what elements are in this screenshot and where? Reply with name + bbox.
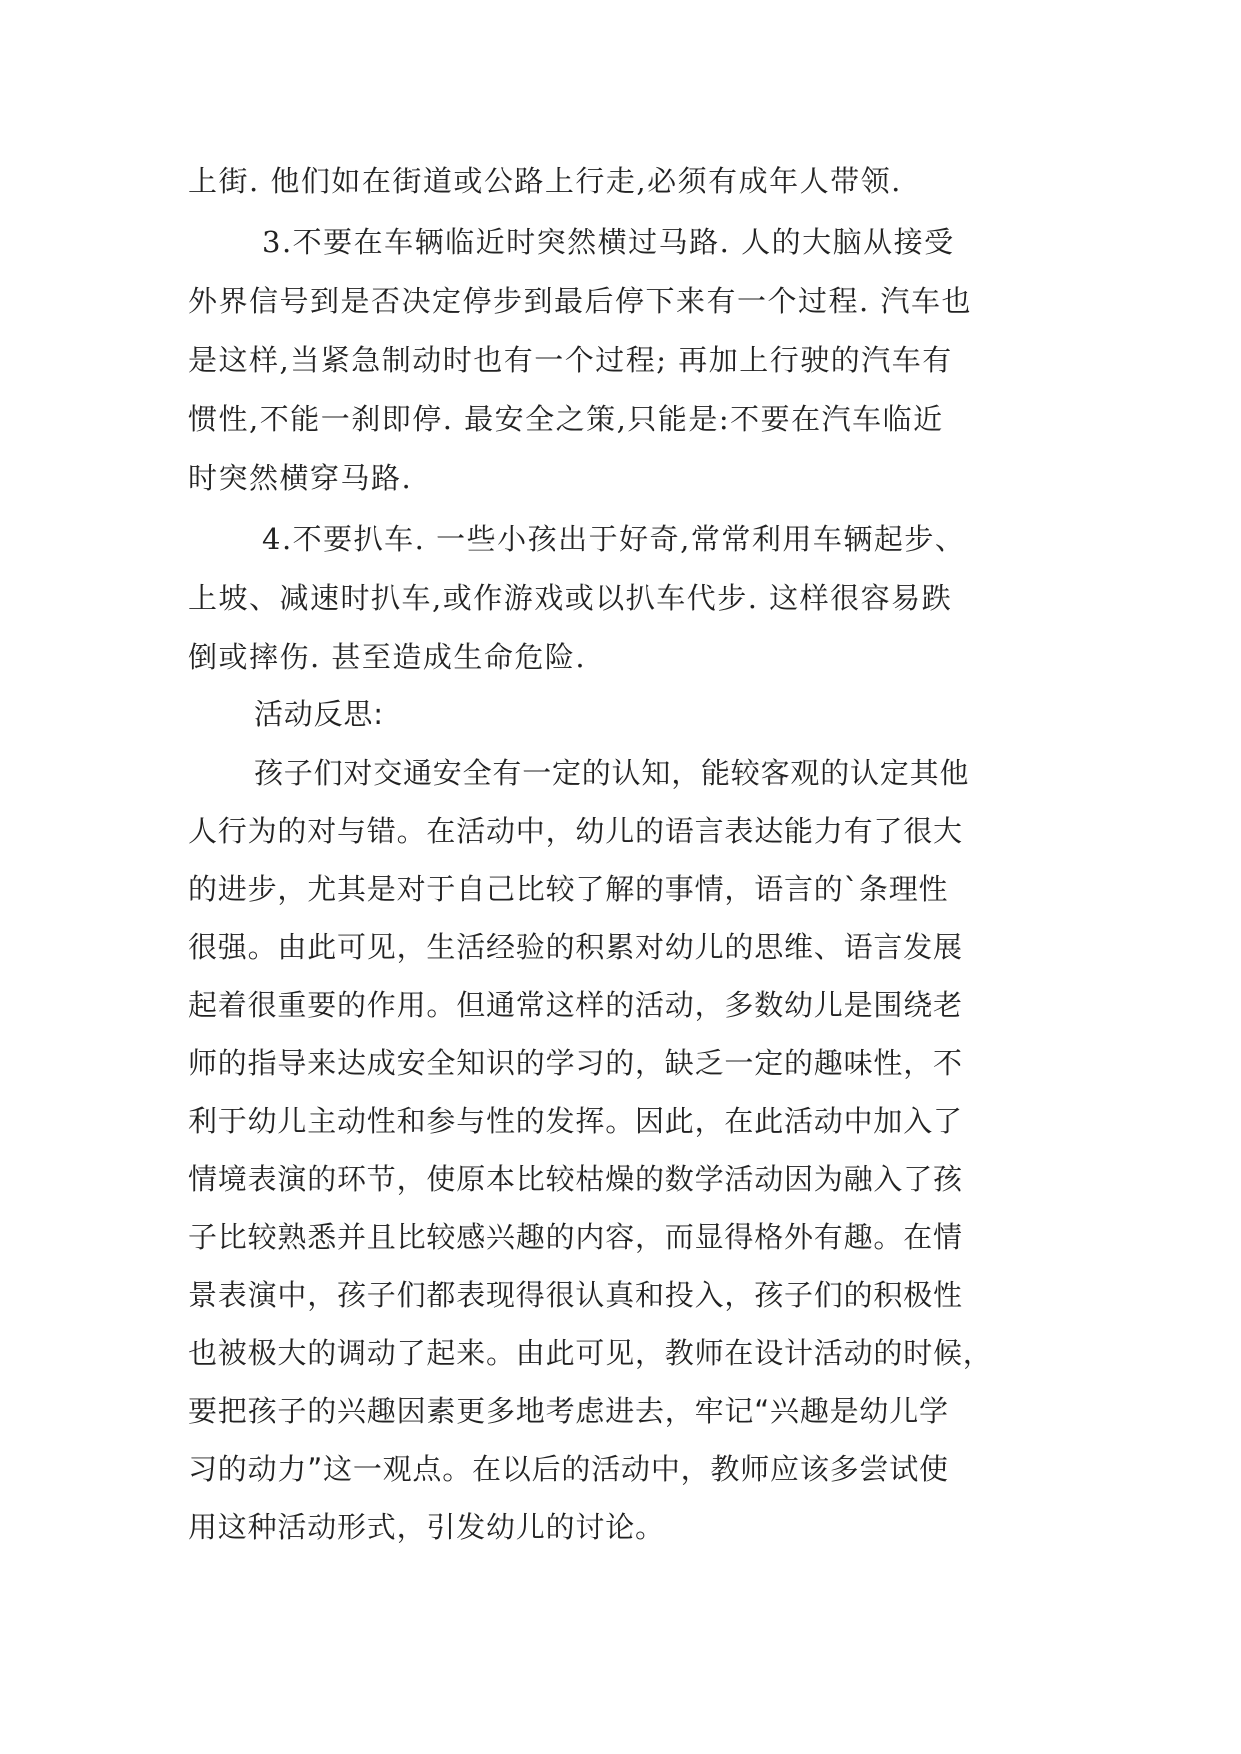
text-line: 情境表演的环节，使原本比较枯燥的数学活动因为融入了孩 xyxy=(188,1162,963,1196)
text-line: 倒或摔伤. 甚至造成生命危险. xyxy=(188,640,587,674)
text-line: 要把孩子的兴趣因素更多地考虑进去，牢记“兴趣是幼儿学 xyxy=(188,1394,949,1428)
text-line: 上街. 他们如在街道或公路上行走,必须有成年人带领. xyxy=(188,164,902,198)
text-line: 子比较熟悉并且比较感兴趣的内容，而显得格外有趣。在情 xyxy=(188,1220,963,1254)
heading-text: 活动反思: xyxy=(254,697,384,731)
text-line: 很强。由此可见，生活经验的积累对幼儿的思维、语言发展 xyxy=(188,930,963,964)
text-line: 景表演中，孩子们都表现得很认真和投入，孩子们的积极性 xyxy=(188,1278,963,1312)
text-line: 的进步，尤其是对于自己比较了解的事情，语言的`条理性 xyxy=(188,872,949,906)
text-line: 也被极大的调动了起来。由此可见，教师在设计活动的时候， xyxy=(188,1336,993,1370)
text-line: 孩子们对交通安全有一定的认知，能较客观的认定其他 xyxy=(254,756,970,790)
text-line: 外界信号到是否决定停步到最后停下来有一个过程. 汽车也 xyxy=(188,284,972,318)
text-line: 惯性,不能一刹即停. 最安全之策,只能是:不要在汽车临近 xyxy=(188,402,944,436)
text-line: 利于幼儿主动性和参与性的发挥。因此，在此活动中加入了 xyxy=(188,1104,963,1138)
text-line: 3.不要在车辆临近时突然横过马路. 人的大脑从接受 xyxy=(262,225,955,259)
text-line: 习的动力”这一观点。在以后的活动中，教师应该多尝试使 xyxy=(188,1452,949,1486)
text-line: 人行为的对与错。在活动中，幼儿的语言表达能力有了很大 xyxy=(188,814,963,848)
text-line: 时突然横穿马路. xyxy=(188,461,413,495)
text-line: 4.不要扒车. 一些小孩出于好奇,常常利用车辆起步、 xyxy=(262,522,966,556)
text-line: 是这样,当紧急制动时也有一个过程; 再加上行驶的汽车有 xyxy=(188,343,953,377)
text-line: 上坡、减速时扒车,或作游戏或以扒车代步. 这样很容易跌 xyxy=(188,581,953,615)
text-line: 师的指导来达成安全知识的学习的，缺乏一定的趣味性，不 xyxy=(188,1046,963,1080)
text-line: 起着很重要的作用。但通常这样的活动，多数幼儿是围绕老 xyxy=(188,988,963,1022)
text-line: 用这种活动形式，引发幼儿的讨论。 xyxy=(188,1510,665,1544)
